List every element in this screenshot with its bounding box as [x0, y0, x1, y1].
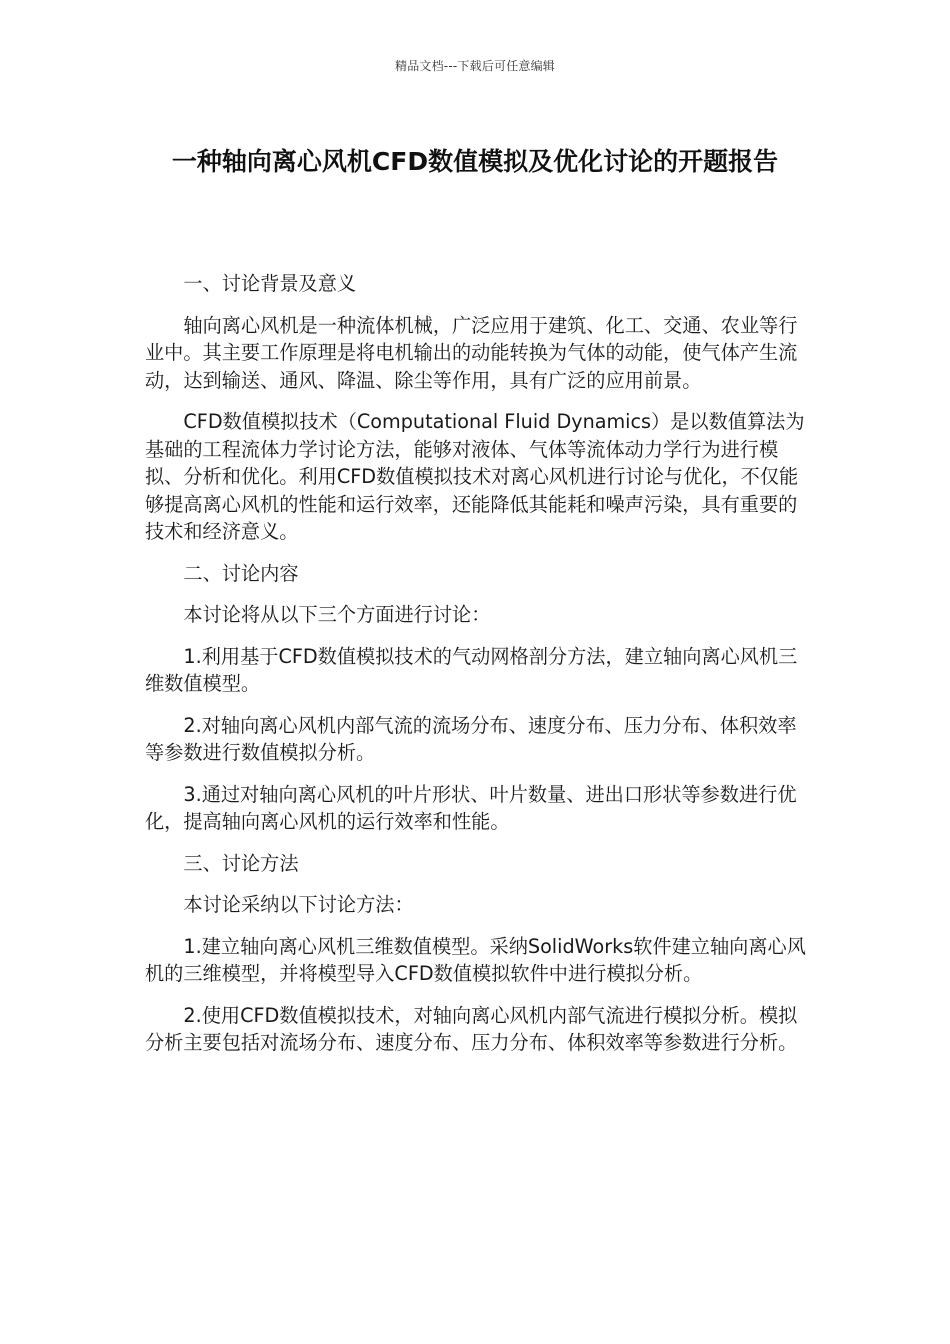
section-heading-method: 三、讨论方法 [183, 851, 299, 875]
header-note: 精品文档---下载后可任意编辑 [395, 59, 555, 73]
paragraph-background-1: 轴向离心风机是一种流体机械，广泛应用于建筑、化工、交通、农业等行业中。其主要工作原理是将电机输出的动能转换为气体的动能，使气体产生流动，达到输送、通风、降温、除尘等作用，具有广泛的应用前景。 [145, 313, 798, 392]
section-heading-background: 一、讨论背景及意义 [183, 272, 357, 295]
paragraph-method-intro: 本讨论采纳以下讨论方法： [183, 893, 414, 916]
paragraph-content-item-2: 2.对轴向离心风机内部气流的流场分布、速度分布、压力分布、体积效率等参数进行数值模拟分析。 [145, 713, 797, 764]
paragraph-method-item-2: 2.使用CFD数值模拟技术，对轴向离心风机内部气流进行模拟分析。模拟分析主要包括对流场分布、速度分布、压力分布、体积效率等参数进行分析。 [145, 1003, 798, 1054]
document-title: 一种轴向离心风机CFD数值模拟及优化讨论的开题报告 [171, 147, 779, 176]
paragraph-method-item-1: 1.建立轴向离心风机三维数值模型。采纳SolidWorks软件建立轴向离心风机的三维模型，并将模型导入CFD数值模拟软件中进行模拟分析。 [145, 934, 806, 985]
section-heading-content: 二、讨论内容 [183, 561, 299, 585]
paragraph-content-item-3: 3.通过对轴向离心风机的叶片形状、叶片数量、进出口形状等参数进行优化，提高轴向离心风机的运行效率和性能。 [145, 782, 797, 833]
paragraph-background-2: CFD数值模拟技术（Computational Fluid Dynamics）是以数值算法为基础的工程流体力学讨论方法，能够对液体、气体等流体动力学行为进行模拟、分析和优化。利用CFD数值模拟技术对离心风机进行讨论与优化，不仅能够提高离心风机的性能和运行效率，还能降低其能耗和噪声污染，具有重要的技术和经济意义。 [145, 410, 805, 543]
paragraph-content-item-1: 1.利用基于CFD数值模拟技术的气动网格剖分方法，建立轴向离心风机三维数值模型。 [145, 644, 798, 695]
document-body [145, 270, 810, 1071]
paragraph-content-intro: 本讨论将从以下三个方面进行讨论： [183, 603, 491, 626]
